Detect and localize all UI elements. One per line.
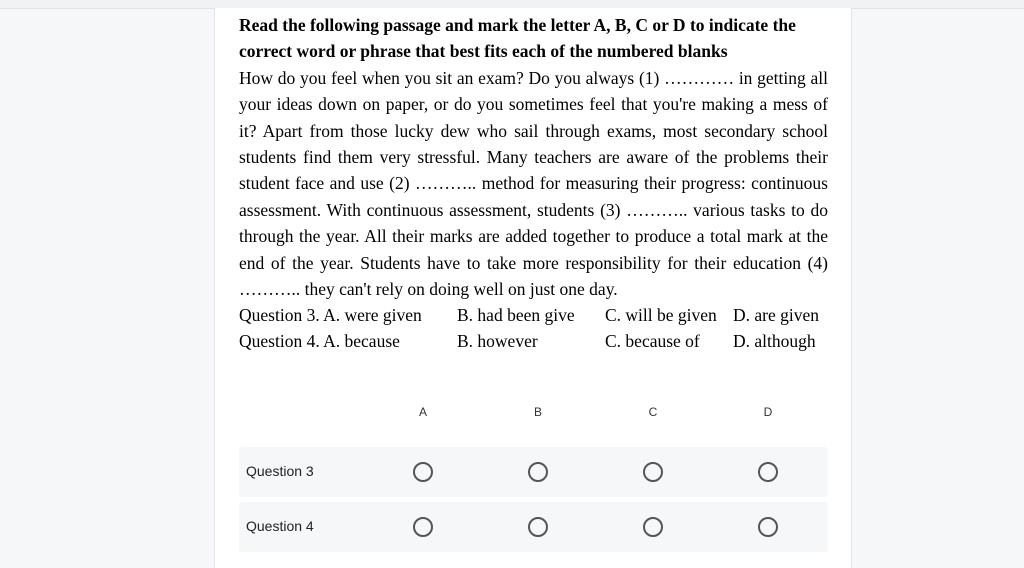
radio-q4-a[interactable] (413, 517, 433, 537)
option-text: A. were given (323, 305, 422, 326)
question-3-option-a (239, 302, 422, 328)
question-4-option-d: D. although (733, 331, 816, 352)
column-header-b: B (533, 405, 542, 419)
question-3-option-c: C. will be given (605, 305, 717, 326)
radio-q3-c[interactable] (643, 462, 663, 482)
radio-q3-d[interactable] (758, 462, 778, 482)
radio-q4-c[interactable] (643, 517, 663, 537)
question-4-label: Question 4. (239, 331, 320, 352)
answer-grid (239, 400, 828, 534)
radio-q3-b[interactable] (528, 462, 548, 482)
question-3-option-b: B. had been give (457, 305, 575, 326)
column-header-c: C (648, 405, 658, 419)
question-4-option-a (239, 328, 400, 354)
option-text: A. because (323, 331, 400, 352)
question-4-option-c: C. because of (605, 331, 700, 352)
question-card (214, 8, 852, 568)
radio-q4-b[interactable] (528, 517, 548, 537)
grid-row-question-4 (239, 502, 828, 552)
radio-q4-d[interactable] (758, 517, 778, 537)
column-header-d: D (763, 405, 773, 419)
row-label: Question 3 (246, 463, 314, 479)
passage-title: Read the following passage and mark the letter A, B, C or D to indicate the correct word or phrase that best fits each of the numbered blanks (239, 15, 796, 62)
row-label: Question 4 (246, 518, 314, 534)
passage-body: How do you feel when you sit an exam? Do you always (1) ………… in getting all your ideas down on paper, or do you sometimes feel that you're making a mess of it? Apart from those lucky dew who sail through exams, most secondary school students find them very stressful. Many teachers are aware of the problems their student face and use (2) ……….. method for measuring their progress: continuous assessment. With continuous assessment, students (3) ……….. various tasks to do through the year. All their marks are added together to produce a total mark at the end of the year. Students have to take more responsibility for their education (4) ……….. they can't rely on doing well on just one day. (239, 67, 828, 300)
question-3-options (239, 302, 828, 328)
passage (239, 12, 828, 354)
question-3-label: Question 3. (239, 305, 320, 326)
question-4-option-b: B. however (457, 331, 538, 352)
question-4-options (239, 328, 828, 354)
grid-header (239, 400, 828, 426)
grid-row-question-3 (239, 447, 828, 497)
column-header-a: A (418, 405, 427, 419)
question-3-option-d: D. are given (733, 305, 820, 326)
radio-q3-a[interactable] (413, 462, 433, 482)
